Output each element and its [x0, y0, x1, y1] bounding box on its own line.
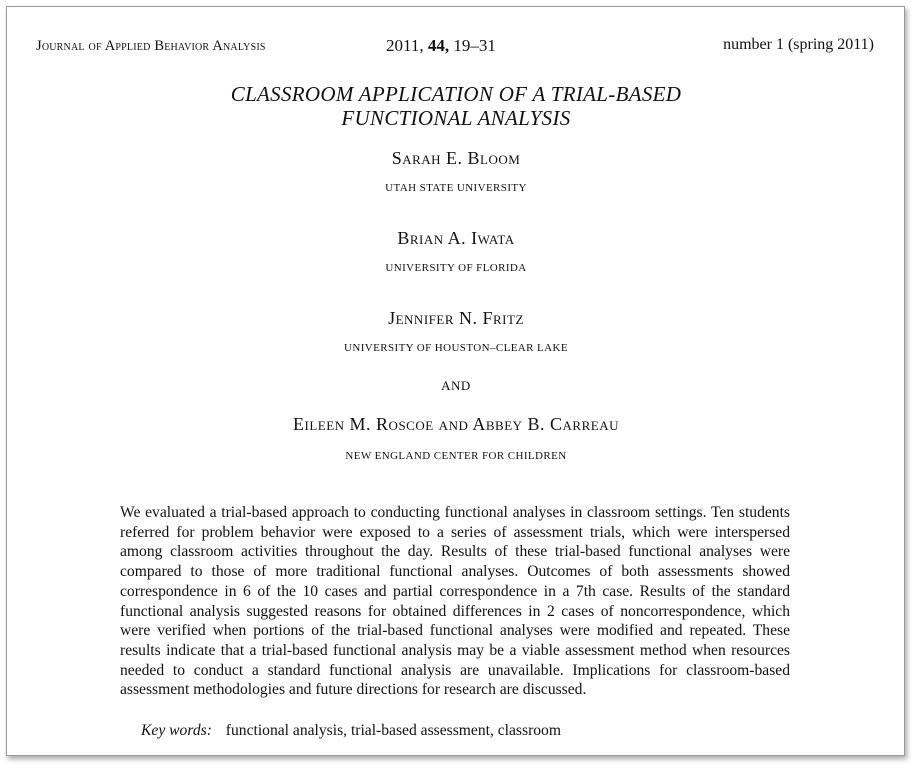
issue-number: number 1 (spring 2011) — [723, 36, 874, 53]
title-line-1: CLASSROOM APPLICATION OF A TRIAL-BASED — [230, 82, 682, 106]
author-4-5: Eileen M. Roscoe and Abbey B. Carreau — [293, 414, 619, 434]
article-title — [0, 82, 912, 130]
journal-name: Journal of Applied Behavior Analysis — [36, 38, 266, 54]
volume-number: 44, — [427, 36, 450, 55]
author-1: Sarah E. Bloom — [391, 148, 521, 168]
keywords-text: functional analysis, trial-based assessment, classroom — [225, 722, 561, 739]
volume-info — [386, 36, 496, 56]
year: 2011, — [386, 36, 424, 55]
affiliation-3: UNIVERSITY OF HOUSTON–CLEAR LAKE — [344, 342, 568, 354]
author-conjunction: AND — [441, 378, 471, 393]
running-header — [36, 36, 874, 58]
author-2: Brian A. Iwata — [397, 228, 515, 248]
affiliation-1: UTAH STATE UNIVERSITY — [385, 182, 527, 194]
author-3: Jennifer N. Fritz — [388, 308, 524, 328]
affiliation-2: UNIVERSITY OF FLORIDA — [385, 262, 527, 274]
keywords — [141, 722, 561, 740]
page-range: 19–31 — [453, 36, 496, 55]
title-line-2: FUNCTIONAL ANALYSIS — [341, 106, 571, 130]
affiliation-4-5: NEW ENGLAND CENTER FOR CHILDREN — [345, 450, 567, 462]
keywords-label: Key words: — [141, 722, 212, 739]
abstract: We evaluated a trial-based approach to conducting functional analyses in classroom settings. Ten students referred for problem behavior were exposed to a series of assessment trials, which were interspersed among classroom activities throughout the day. Results of these trial-based functional analyses were compared to those of more traditional functional analyses. Outcomes of both assessments showed correspondence in 6 of the 10 cases and partial correspondence in a 7th case. Results of the standard functional analysis suggested reasons for obtained differences in 2 cases of noncorrespondence, which were verified when portions of the trial-based functional analyses were modified and repeated. These results indicate that a trial-based functional analysis may be a viable assessment method when resources needed to conduct a standard functional analysis are unavailable. Implications for classroom-based assessment methodologies and future directions for research are discussed. — [120, 504, 790, 699]
